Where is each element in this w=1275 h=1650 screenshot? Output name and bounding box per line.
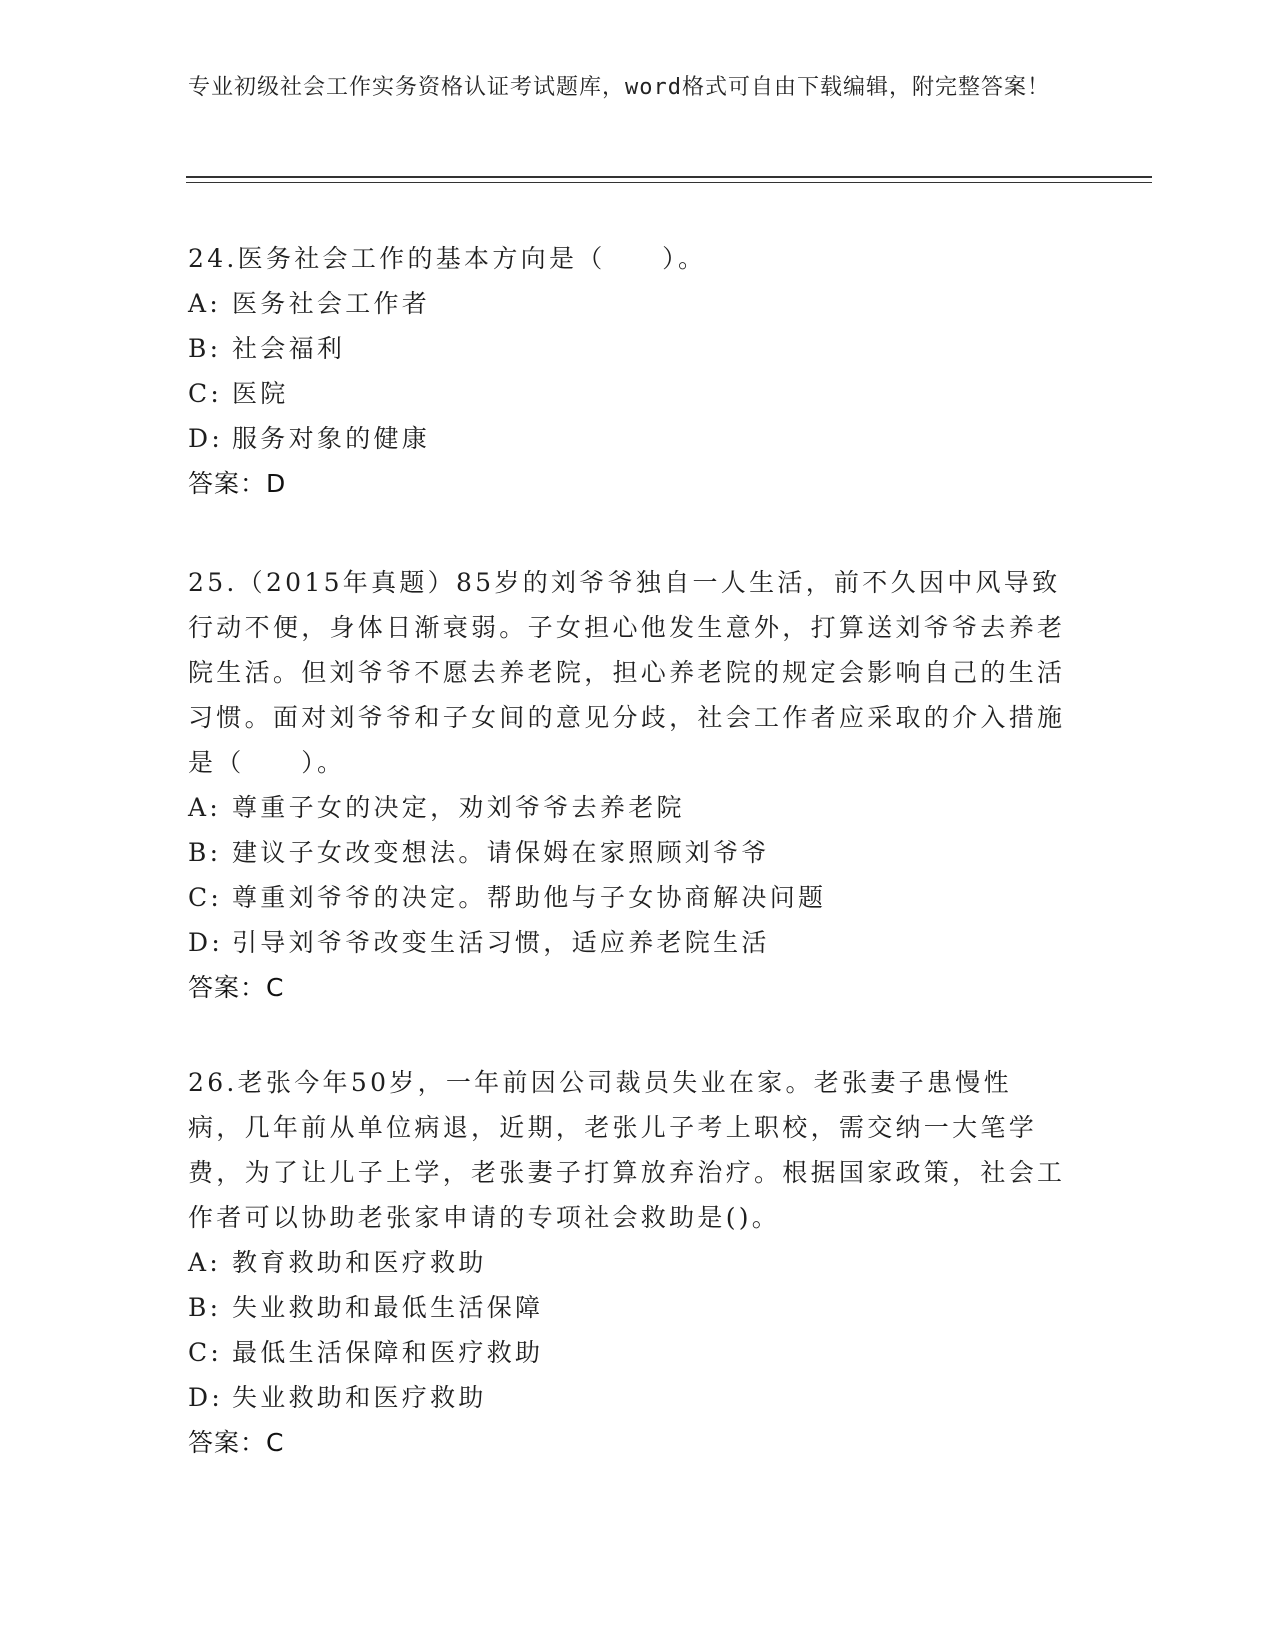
option-key: C: xyxy=(188,1338,223,1367)
option-key: B: xyxy=(188,1293,222,1322)
option-text: 尊重刘爷爷的决定。帮助他与子女协商解决问题 xyxy=(232,883,827,912)
document-header: 专业初级社会工作实务资格认证考试题库，word格式可自由下载编辑，附完整答案！ xyxy=(188,75,1050,100)
header-divider-bottom xyxy=(186,182,1152,183)
header-divider-top xyxy=(186,176,1152,178)
option-text: 建议子女改变想法。请保姆在家照顾刘爷爷 xyxy=(232,838,770,867)
option-d xyxy=(188,920,1068,965)
question-stem: 25.（2015年真题）85岁的刘爷爷独自一人生活，前不久因中风导致行动不便，身体日渐衰弱。子女担心他发生意外，打算送刘爷爷去养老院生活。但刘爷爷不愿去养老院，担心养老院的规定会影响自己的生活习惯。面对刘爷爷和子女间的意见分歧，社会工作者应采取的介入措施是（ ）。 xyxy=(188,568,1066,777)
option-c xyxy=(188,371,1068,416)
answer-label: 答案：C xyxy=(188,1428,285,1457)
option-text: 引导刘爷爷改变生活习惯，适应养老院生活 xyxy=(232,928,770,957)
option-text: 教育救助和医疗救助 xyxy=(232,1248,487,1277)
option-text: 失业救助和最低生活保障 xyxy=(232,1293,544,1322)
question-26 xyxy=(188,1060,1068,1466)
option-key: A: xyxy=(188,1248,222,1277)
option-text: 最低生活保障和医疗救助 xyxy=(232,1338,544,1367)
question-stem: 26.老张今年50岁，一年前因公司裁员失业在家。老张妻子患慢性病，几年前从单位病退，近期，老张儿子考上职校，需交纳一大笔学费，为了让儿子上学，老张妻子打算放弃治疗。根据国家政策，社会工作者可以协助老张家申请的专项社会救助是()。 xyxy=(188,1068,1066,1232)
option-b xyxy=(188,1285,1068,1330)
answer-label: 答案：D xyxy=(188,469,287,498)
question-24 xyxy=(188,236,1068,507)
option-text: 失业救助和医疗救助 xyxy=(232,1383,487,1412)
option-b xyxy=(188,830,1068,875)
option-c xyxy=(188,875,1068,920)
option-key: C: xyxy=(188,379,223,408)
question-25 xyxy=(188,560,1068,1011)
option-c xyxy=(188,1330,1068,1375)
option-key: B: xyxy=(188,838,222,867)
option-text: 服务对象的健康 xyxy=(232,424,431,453)
option-key: A: xyxy=(188,289,222,318)
option-d xyxy=(188,416,1068,461)
option-key: D: xyxy=(188,928,224,957)
option-text: 医务社会工作者 xyxy=(232,289,431,318)
question-stem: 24.医务社会工作的基本方向是（ ）。 xyxy=(188,244,707,273)
option-b xyxy=(188,326,1068,371)
option-a xyxy=(188,281,1068,326)
option-key: D: xyxy=(188,1383,224,1412)
option-key: C: xyxy=(188,883,223,912)
option-text: 医院 xyxy=(232,379,289,408)
option-text: 尊重子女的决定，劝刘爷爷去养老院 xyxy=(232,793,685,822)
option-d xyxy=(188,1375,1068,1420)
option-text: 社会福利 xyxy=(232,334,346,363)
option-a xyxy=(188,1240,1068,1285)
answer-label: 答案：C xyxy=(188,973,285,1002)
option-a xyxy=(188,785,1068,830)
option-key: B: xyxy=(188,334,222,363)
option-key: A: xyxy=(188,793,222,822)
option-key: D: xyxy=(188,424,224,453)
